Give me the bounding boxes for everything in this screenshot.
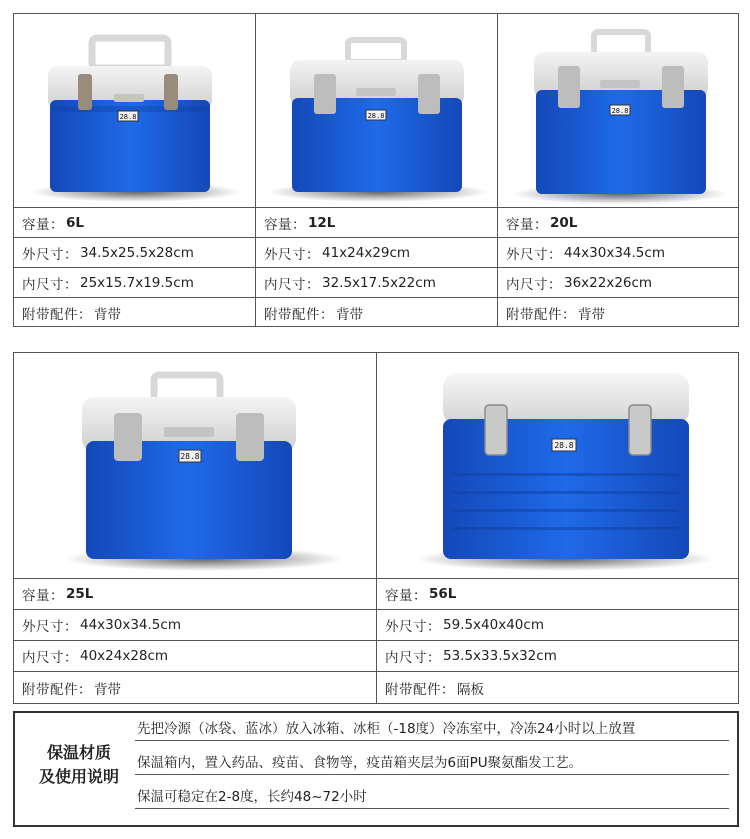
capacity-label: 容量： [506, 216, 548, 233]
product-column-12l [256, 14, 498, 326]
accessory-value: 隔板 [457, 681, 484, 698]
inner-size-value: 53.5x33.5x32cm [443, 648, 557, 664]
top-product-table [13, 13, 739, 327]
instructions-line: 先把冷源（冰袋、蓝冰）放入冰箱、冰柜（-18度）冷冻室中，冷冻24小时以上放置 [135, 717, 729, 741]
inner-size-value: 40x24x28cm [80, 648, 169, 664]
outer-size-label: 外尺寸： [385, 619, 441, 635]
outer-size-value: 44x30x34.5cm [564, 244, 665, 261]
accessory-value: 背带 [578, 307, 605, 323]
outer-size-label: 外尺寸： [264, 246, 320, 263]
instructions-line: 保温箱内，置入药品、疫苗、食物等，疫苗箱夹层为6面PU聚氨酯发工艺。 [135, 751, 729, 775]
product-column-25l [14, 353, 377, 703]
accessory-label: 附带配件： [22, 681, 92, 698]
outer-size-row [498, 238, 738, 268]
accessory-row [14, 298, 255, 328]
product-image-6l [14, 14, 255, 208]
inner-size-label: 内尺寸： [22, 276, 78, 293]
display-readout: 28.8 [119, 113, 137, 121]
display-readout: 28.8 [611, 107, 629, 115]
usage-instructions-box [13, 711, 739, 827]
outer-size-row [14, 610, 376, 641]
outer-size-value: 41x24x29cm [322, 244, 411, 261]
capacity-row [377, 579, 738, 610]
capacity-value: 56L [429, 586, 457, 602]
outer-size-row [377, 610, 738, 641]
cooler-25l-image [14, 353, 376, 579]
accessory-row [377, 672, 738, 703]
product-image-25l [14, 353, 376, 579]
capacity-row [498, 208, 738, 238]
product-column-56l [377, 353, 738, 703]
cooler-6l-image [14, 14, 255, 208]
outer-size-value: 34.5x25.5x28cm [80, 244, 194, 261]
inner-size-row [256, 268, 497, 298]
inner-size-value: 25x15.7x19.5cm [80, 274, 194, 291]
capacity-row [14, 579, 376, 610]
capacity-value: 6L [66, 214, 84, 231]
outer-size-label: 外尺寸： [22, 619, 78, 635]
accessory-label: 附带配件： [22, 307, 92, 323]
accessory-value: 背带 [336, 307, 363, 323]
cooler-12l-image [256, 14, 497, 208]
instructions-title-line1: 保温材质 [46, 743, 111, 762]
outer-size-label: 外尺寸： [506, 246, 562, 263]
product-column-20l [498, 14, 738, 326]
instructions-line: 保温可稳定在2-8度，长约48~72小时 [135, 785, 729, 809]
accessory-row [14, 672, 376, 703]
product-image-56l [377, 353, 738, 579]
instructions-text [135, 717, 729, 819]
accessory-label: 附带配件： [385, 681, 455, 698]
bottom-product-table [13, 352, 739, 704]
product-image-12l [256, 14, 497, 208]
outer-size-value: 44x30x34.5cm [80, 617, 181, 633]
accessory-value: 背带 [94, 681, 121, 698]
capacity-row [14, 208, 255, 238]
display-readout: 28.8 [554, 441, 574, 450]
capacity-value: 20L [550, 214, 578, 231]
capacity-value: 25L [66, 586, 94, 602]
display-readout: 28.8 [367, 112, 385, 120]
cooler-56l-image [377, 353, 738, 579]
accessory-value: 背带 [94, 307, 121, 323]
capacity-label: 容量： [264, 216, 306, 233]
inner-size-value: 36x22x26cm [564, 274, 653, 291]
capacity-label: 容量： [385, 588, 427, 604]
outer-size-value: 59.5x40x40cm [443, 617, 544, 633]
outer-size-row [256, 238, 497, 268]
inner-size-row [14, 641, 376, 672]
inner-size-row [14, 268, 255, 298]
inner-size-label: 内尺寸： [385, 650, 441, 666]
outer-size-label: 外尺寸： [22, 246, 78, 263]
instructions-title [29, 741, 129, 789]
inner-size-value: 32.5x17.5x22cm [322, 274, 436, 291]
outer-size-row [14, 238, 255, 268]
inner-size-label: 内尺寸： [506, 276, 562, 293]
product-column-6l [14, 14, 256, 326]
inner-size-row [498, 268, 738, 298]
inner-size-label: 内尺寸： [22, 650, 78, 666]
capacity-label: 容量： [22, 216, 64, 233]
instructions-title-line2: 及使用说明 [38, 767, 119, 786]
inner-size-row [377, 641, 738, 672]
accessory-label: 附带配件： [506, 307, 576, 323]
accessory-row [498, 298, 738, 328]
capacity-row [256, 208, 497, 238]
display-readout: 28.8 [180, 452, 200, 461]
accessory-row [256, 298, 497, 328]
accessory-label: 附带配件： [264, 307, 334, 323]
inner-size-label: 内尺寸： [264, 276, 320, 293]
product-image-20l [498, 14, 738, 208]
capacity-label: 容量： [22, 588, 64, 604]
cooler-20l-image [498, 14, 738, 208]
capacity-value: 12L [308, 214, 336, 231]
